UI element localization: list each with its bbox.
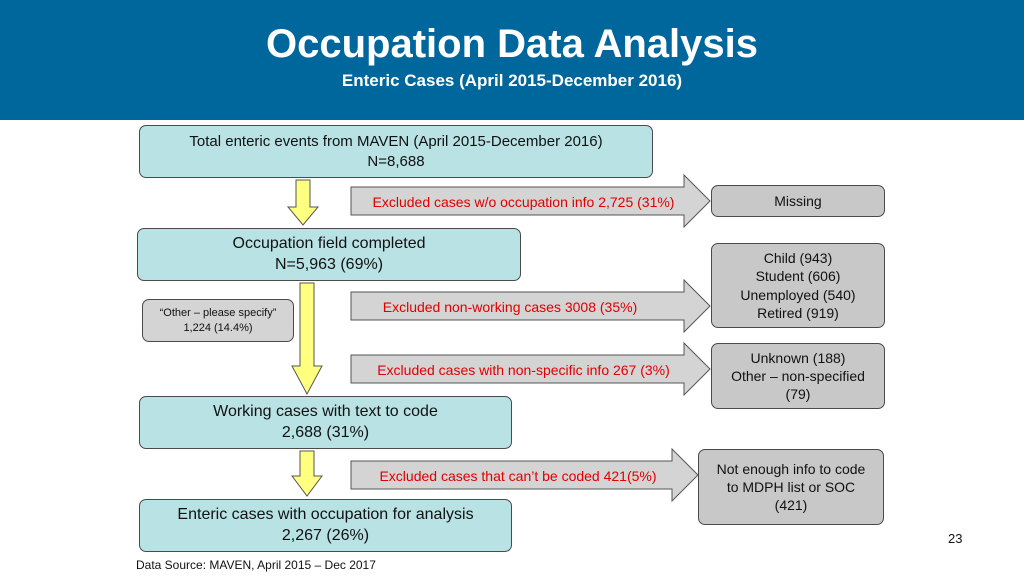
detail-line: Retired (919) (757, 304, 839, 321)
flow-box-final-cases (139, 499, 512, 552)
detail-line: Missing (774, 193, 822, 209)
flow-box-line: 2,267 (26%) (281, 526, 370, 544)
detail-box-missing (711, 185, 885, 217)
detail-line: Student (606) (755, 268, 841, 285)
detail-line: to MDPH list or SOC (726, 478, 856, 495)
flow-box-total-events (139, 125, 653, 178)
detail-box-notcoded (698, 449, 884, 525)
flow-box-line: Total enteric events from MAVEN (April 2015-December 2016) (189, 133, 603, 150)
detail-line: Other – non-specified (731, 367, 865, 384)
data-source-note: Data Source: MAVEN, April 2015 – Dec 2017 (136, 558, 376, 572)
flow-box-working-cases (139, 396, 512, 449)
detail-line: Child (943) (763, 250, 833, 267)
flow-box-line: Occupation field completed (232, 234, 426, 252)
flow-box-line: 2,688 (31%) (281, 423, 370, 441)
flow-box-line: Working cases with text to code (213, 402, 438, 420)
page-subtitle: Enteric Cases (April 2015-December 2016) (341, 71, 683, 90)
detail-box-nonworking (711, 243, 885, 328)
flow-box-line: N=8,688 (367, 152, 425, 170)
flow-box-line: Enteric cases with occupation for analysis (177, 505, 474, 523)
note-line: “Other – please specify” (159, 307, 277, 320)
page-number: 23 (948, 531, 963, 546)
down-arrow-3 (290, 450, 324, 498)
exclusion-label-nonspecific: Excluded cases with non-specific info 267 (3%) (377, 362, 670, 378)
flow-box-occupation-completed (137, 228, 521, 281)
down-arrow-2 (290, 282, 324, 396)
exclusion-label-nonworking: Excluded non-working cases 3008 (35%) (382, 299, 638, 315)
other-specify-note (142, 299, 294, 342)
exclusion-label-notcoded: Excluded cases that can’t be coded 421(5%) (379, 468, 657, 484)
page-title: Occupation Data Analysis (266, 22, 758, 66)
title-banner (0, 0, 1024, 120)
exclusion-label-missing: Excluded cases w/o occupation info 2,725 (31%) (372, 194, 675, 210)
detail-line: (79) (785, 386, 811, 403)
detail-line: Not enough info to code (716, 460, 866, 477)
detail-line: (421) (774, 497, 808, 514)
detail-line: Unemployed (540) (740, 286, 856, 303)
flow-box-line: N=5,963 (69%) (274, 255, 384, 273)
note-line: 1,224 (14.4%) (183, 321, 253, 334)
detail-line: Unknown (188) (750, 349, 846, 366)
detail-box-nonspecific (711, 343, 885, 409)
down-arrow-1 (286, 179, 320, 227)
